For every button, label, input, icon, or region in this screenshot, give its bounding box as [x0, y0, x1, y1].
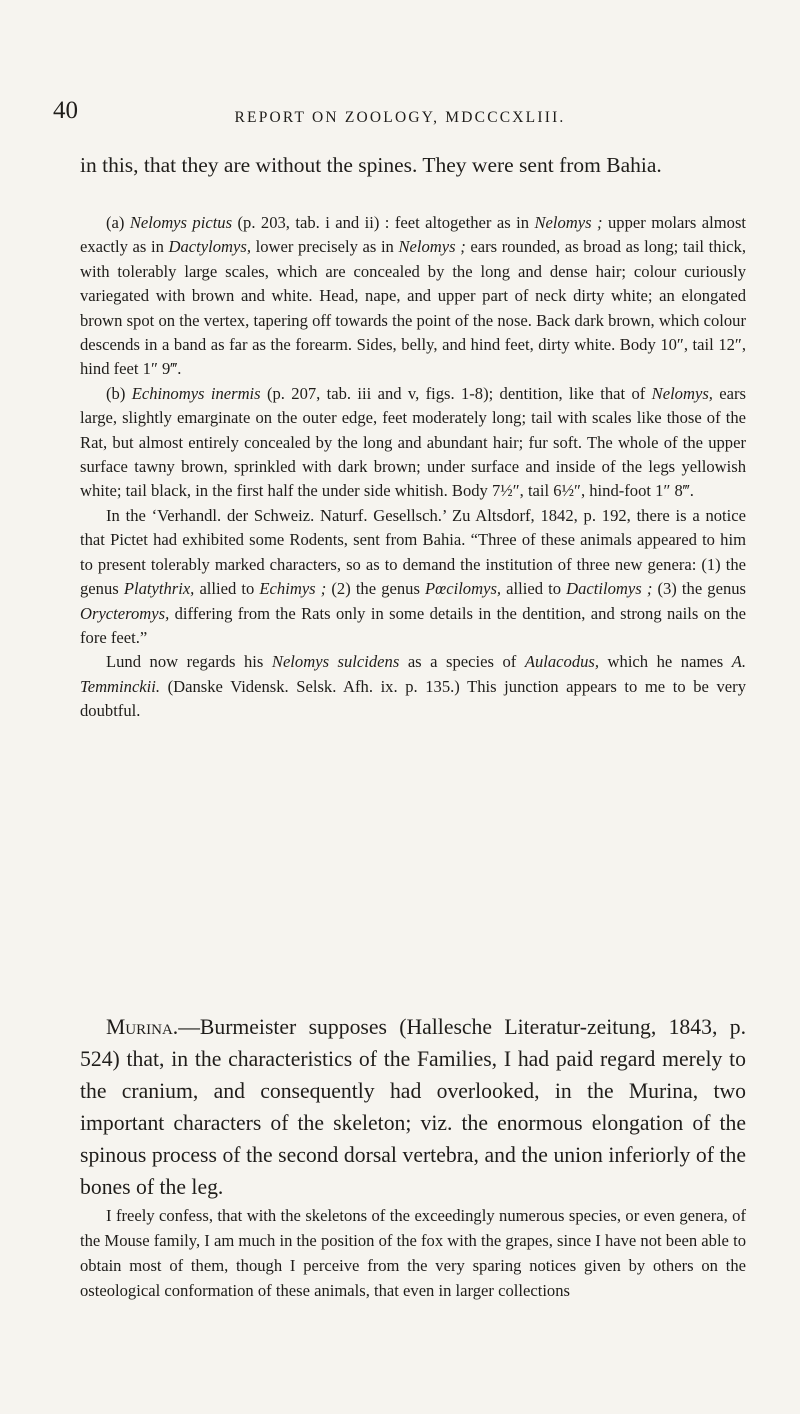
paragraph-lund: [80, 650, 746, 723]
item-label: (a): [106, 213, 125, 232]
text-run: as a species of: [399, 652, 525, 672]
paragraph-confession: [80, 1203, 746, 1303]
paragraph-murina: [80, 1011, 746, 1203]
text-run: Lund now regards his: [106, 652, 272, 672]
paragraph-verhandl: [80, 504, 746, 650]
murina-section: [80, 1011, 746, 1303]
genus-name: Dactilomys ;: [566, 579, 653, 599]
text-run: ears rounded, as broad as long; tail thick, with tolerably large scales, which are concealed by the long and dense hair; colour curiously variegated with brown and white. Head, nape, and upper part of neck dirty white; an elongated brown spot on the vertex, tapering off towards the point of the nose. Back dark brown, which colour descends in a band as far as the forearm. Sides, belly, and hind feet, dirty white. Body 10″, tail 12″, hind feet 1″ 9‴.: [80, 237, 746, 379]
text-run: lower precisely as in: [250, 237, 399, 257]
species-name: A. Temminckii.: [80, 652, 746, 696]
text-run: I freely confess, that with the skeletons of the exceedingly numerous species, or even genera, of the Mouse family, I am much in the position of the fox with the grapes, since I have not been able to obtain most of them, though I perceive from the very sparing notices given by others on the osteological conformation of these animals, that even in larger collections: [80, 1206, 746, 1300]
species-name: Echinomys inermis: [131, 383, 261, 403]
item-label: (b): [106, 383, 126, 403]
text-run: upper molars almost exactly as in: [80, 213, 747, 257]
genus-name: Aulacodus,: [524, 652, 600, 672]
main-text: [80, 211, 746, 724]
text-run: (p. 207, tab. iii and v, figs. 1-8); dentition, like that of: [260, 383, 652, 403]
text-run: allied to: [194, 579, 260, 599]
species-name: Nelomys pictus: [129, 213, 233, 232]
species-name: Nelomys ;: [398, 237, 466, 257]
text-run: (Danske Vidensk. Selsk. Afh. ix. p. 135.) This junction appears to me to be very doubtful.: [80, 676, 746, 721]
genus-name: Echimys ;: [259, 579, 327, 599]
species-name: Nelomys,: [651, 383, 713, 403]
paragraph-nelomys-pictus: [80, 211, 746, 382]
running-head: REPORT ON ZOOLOGY, MDCCCXLIII.: [234, 109, 566, 126]
genus-name: Platythrix,: [123, 579, 195, 599]
species-name: Dactylomys,: [168, 237, 251, 257]
text-run: which he names: [599, 652, 732, 672]
species-name: Nelomys sulcidens: [271, 652, 400, 672]
text-run: allied to: [501, 579, 567, 599]
section-head: Murina.: [106, 1015, 179, 1039]
text-run: —Burmeister supposes (Hallesche Literatur-zeitung, 1843, p. 524) that, in the characteristics of the Families, I had paid regard merely to the cranium, and consequently had overlooked, in the Murina, two important characters of the skeleton; viz. the enormous elongation of the spinous process of the second dorsal vertebra, and the union inferiorly of the bones of the leg.: [80, 1015, 746, 1199]
page-number: 40: [53, 97, 78, 124]
genus-name: Pœcilomys,: [425, 579, 502, 599]
genus-name: Orycteromys,: [80, 603, 170, 623]
text-run: ears large, slightly emarginate on the outer edge, feet moderately long; tail with scales like those of the Rat, but almost entirely concealed by the long and abundant hair; fur soft. The whole of the upper surface tawny brown, sprinkled with dark brown; under surface and inside of the legs yellowish white; tail black, in the first half the under side whitish. Body 7½″, tail 6½″, hind-foot 1″ 8‴.: [80, 383, 746, 501]
paragraph-continuation: [80, 150, 746, 181]
text-run: (2) the genus: [326, 579, 426, 599]
text-run: (3) the genus: [652, 579, 746, 599]
text-run: differing from the Rats only in some details in the dentition, and strong nails on the fore feet.”: [80, 603, 746, 647]
paragraph-echinomys-inermis: [80, 382, 746, 504]
species-name: Nelomys ;: [534, 213, 603, 232]
text-run: In the ‘Verhandl. der Schweiz. Naturf. Gesellsch.’ Zu Altsdorf, 1842, p. 192, there is a notice that Pictet had exhibited some Rodents, sent from Bahia. “Three of these animals appeared to him to present tolerably marked characters, so as to demand the institution of three new genera: (1) the genus: [80, 505, 746, 599]
text-run: (p. 203, tab. i and ii) : feet altogether as in: [232, 213, 535, 232]
paragraph-1: in this, that they are without the spines. They were sent from Bahia.: [80, 153, 662, 177]
